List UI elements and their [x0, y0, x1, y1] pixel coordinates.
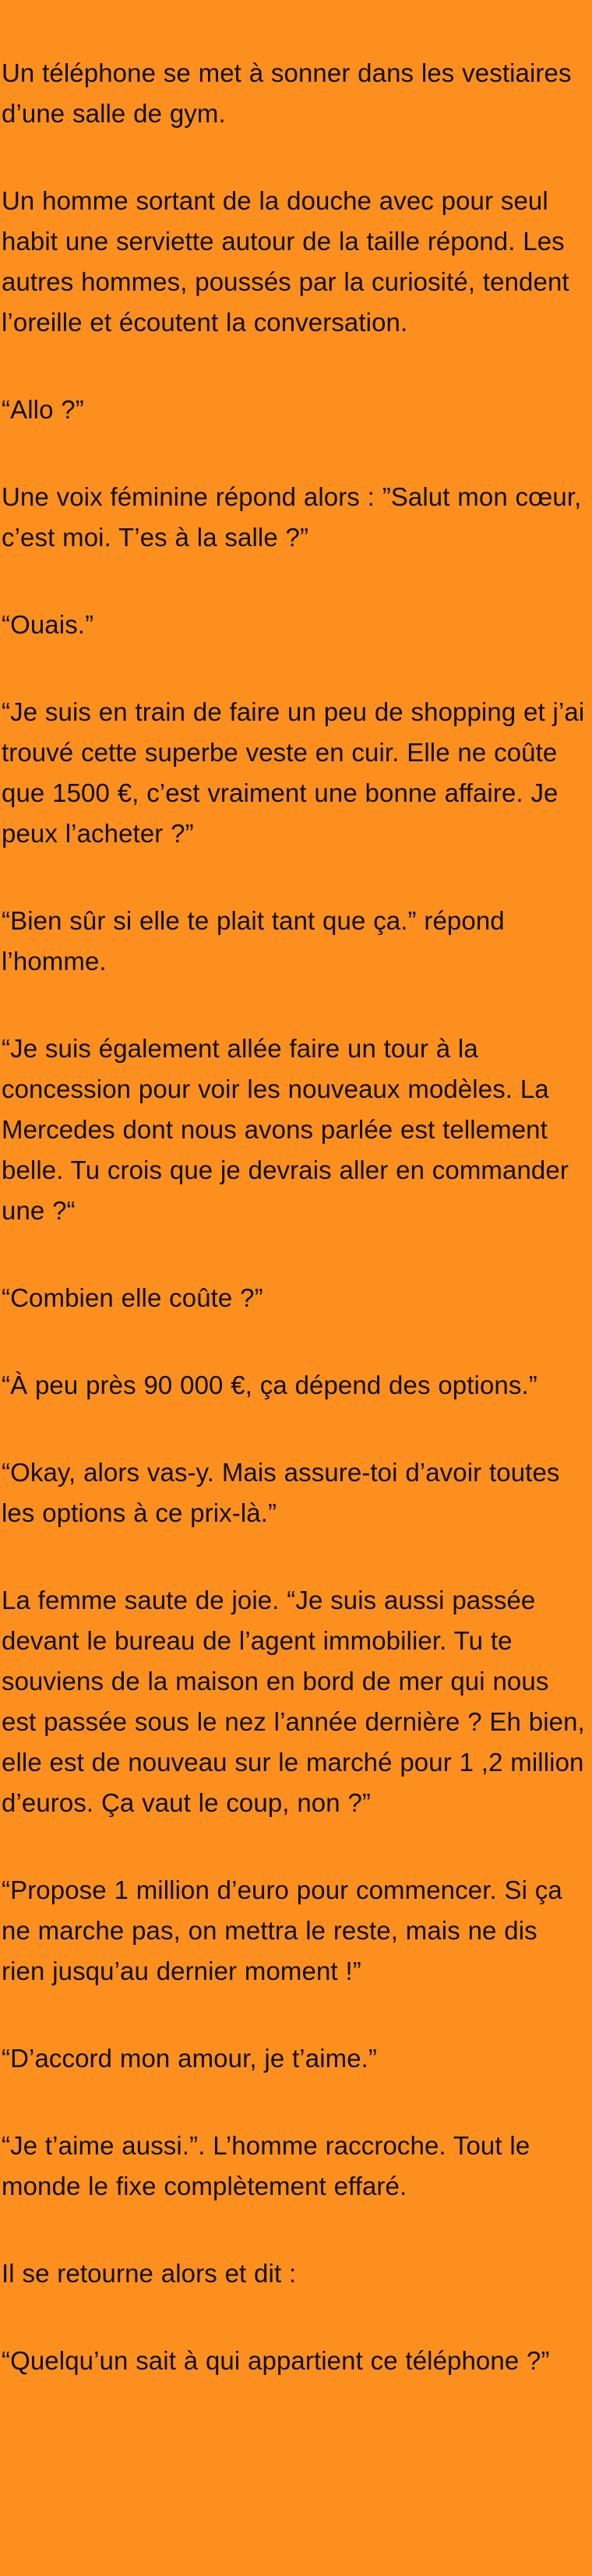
paragraph-6: “Je suis en train de faire un peu de shopping et j’ai trouvé cette superbe veste en cuir. Elle ne coûte que 1500 €, c’est vraiment une bonne affaire. Je peux l’acheter ?” — [2, 697, 585, 848]
paragraph-8: “Je suis également allée faire un tour à la concession pour voir les nouveaux modèles. La Mercedes dont nous avons parlée est tellement belle. Tu crois que je devrais aller en commander une ?“ — [2, 1034, 569, 1225]
paragraph-2: Un homme sortant de la douche avec pour seul habit une serviette autour de la taille répond. Les autres hommes, poussés par la curiosité, tendent l’oreille et écoutent la conversation. — [2, 186, 569, 337]
paragraph-11: “Okay, alors vas-y. Mais assure-toi d’avoir toutes les options à ce prix-là.” — [2, 1458, 560, 1527]
paragraph-10: “À peu près 90 000 €, ça dépend des options.” — [2, 1371, 537, 1399]
paragraph-1: Un téléphone se met à sonner dans les vestiaires d’une salle de gym. — [2, 58, 572, 128]
story-text — [0, 53, 592, 2428]
paragraph-4: Une voix féminine répond alors : ”Salut mon cœur, c’est moi. T’es à la salle ?” — [2, 482, 582, 552]
paragraph-16: Il se retourne alors et dit : — [2, 2259, 297, 2288]
paragraph-13: “Propose 1 million d’euro pour commencer. Si ça ne marche pas, on mettra le reste, mais ne dis rien jusqu’au dernier moment !” — [2, 1876, 562, 1985]
paragraph-14: “D’accord mon amour, je t’aime.” — [2, 2044, 378, 2073]
paragraph-9: “Combien elle coûte ?” — [2, 1283, 263, 1312]
paragraph-5: “Ouais.” — [2, 610, 94, 639]
paragraph-15: “Je t’aime aussi.”. L’homme raccroche. Tout le monde le fixe complètement effaré. — [2, 2131, 530, 2200]
paragraph-12: La femme saute de joie. “Je suis aussi passée devant le bureau de l’agent immobilier. Tu te souviens de la maison en bord de mer qui nous est passée sous le nez l’année dernière ? Eh bien, elle est de nouveau sur le marché pour 1 ,2 million d’euros. Ça vaut le coup, non ?” — [2, 1586, 585, 1817]
paragraph-3: “Allo ?” — [2, 395, 84, 424]
paragraph-17: “Quelqu’un sait à qui appartient ce téléphone ?” — [2, 2346, 550, 2375]
paragraph-7: “Bien sûr si elle te plait tant que ça.” répond l’homme. — [2, 906, 505, 976]
